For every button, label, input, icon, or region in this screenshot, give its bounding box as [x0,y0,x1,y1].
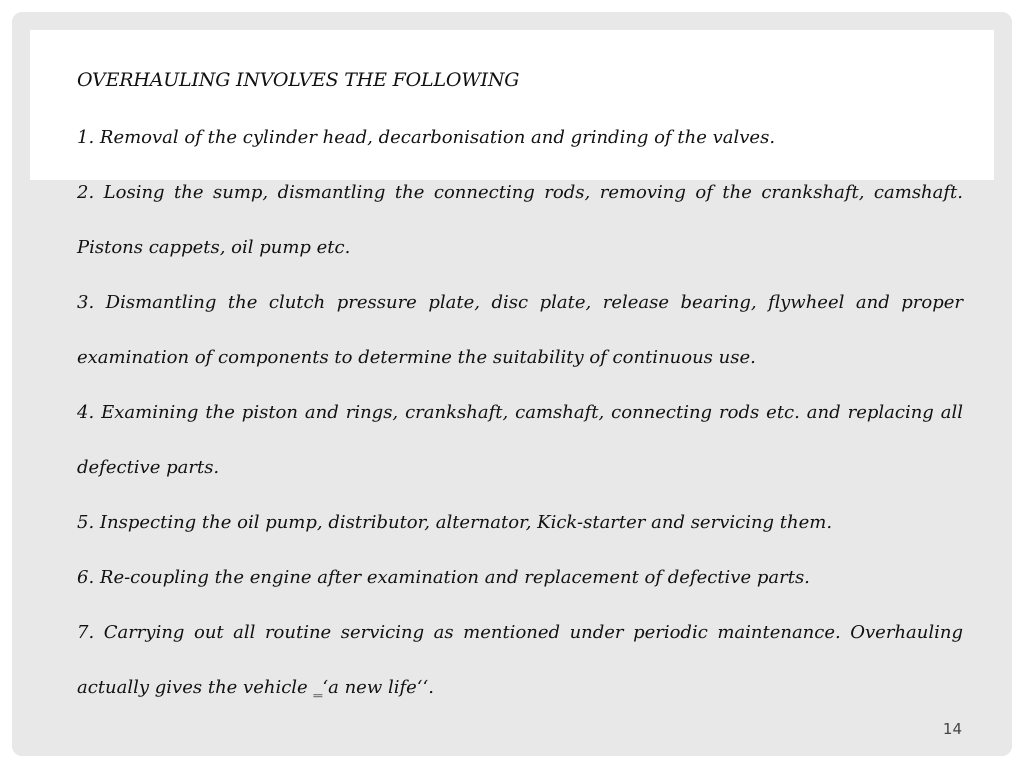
list-item: 7. Carrying out all routine servicing as mentioned under periodic maintenance. Overhauling actually gives the vehicle ‗‘a new life‘‘. [77,622,963,698]
list-item: 4. Examining the piston and rings, crankshaft, camshaft, connecting rods etc. and replacing all defective parts. [77,402,963,478]
list-item: 1. Removal of the cylinder head, decarbonisation and grinding of the valves. [77,127,776,148]
list-item: 2. Losing the sump, dismantling the connecting rods, removing of the crankshaft, camshaft. Pistons cappets, oil pump etc. [77,182,963,258]
list-item: 3. Dismantling the clutch pressure plate, disc plate, release bearing, flywheel and proper examination of components to determine the suitability of continuous use. [77,292,963,368]
page-number: 14 [942,720,962,738]
list-item: 5. Inspecting the oil pump, distributor, alternator, Kick-starter and servicing them. [77,512,833,533]
slide-content [77,58,963,715]
slide-heading: OVERHAULING INVOLVES THE FOLLOWING [77,69,520,91]
list-item: 6. Re-coupling the engine after examination and replacement of defective parts. [77,567,810,588]
